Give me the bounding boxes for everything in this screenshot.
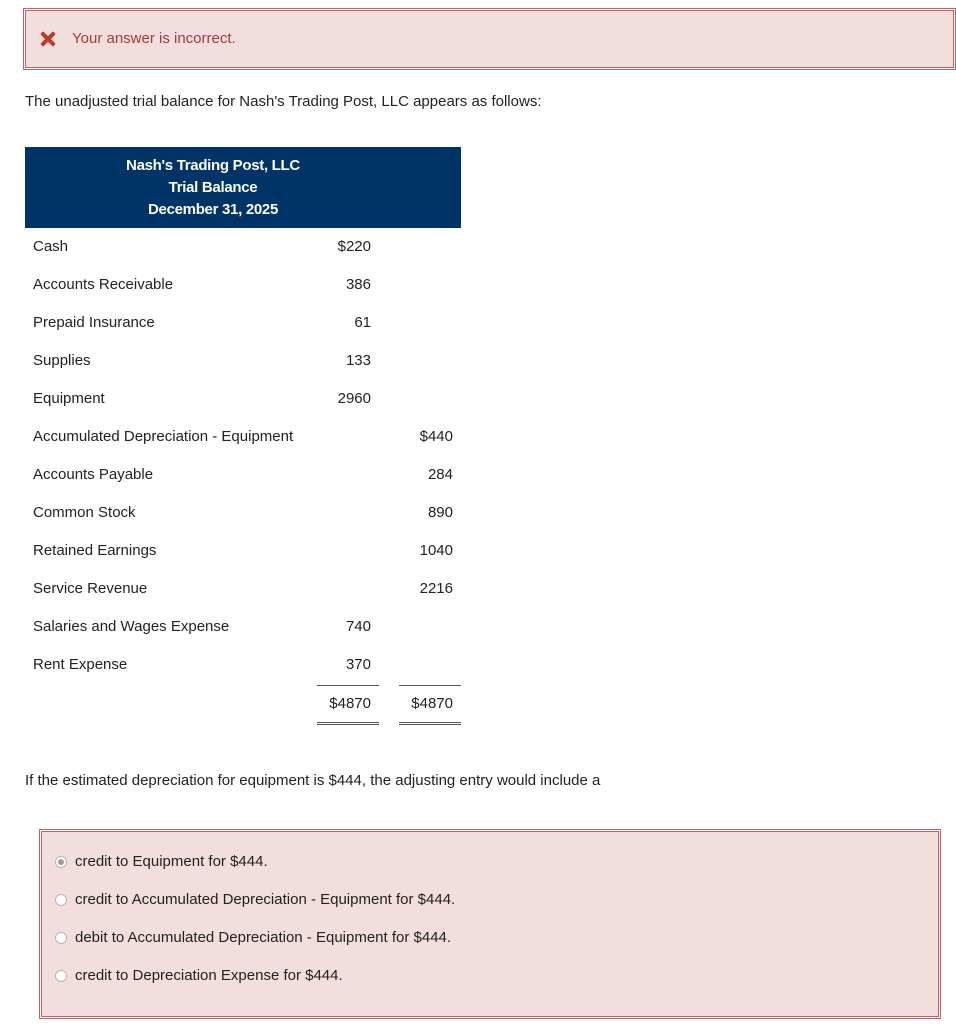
account-name: Accounts Payable (33, 466, 154, 483)
debit-amount: 370 (345, 656, 371, 673)
account-name: Accumulated Depreciation - Equipment (33, 428, 294, 445)
option-label: credit to Accumulated Depreciation - Equipment for $444. (75, 891, 456, 908)
company-name: Nash's Trading Post, LLC (126, 157, 300, 174)
alert-message: Your answer is incorrect. (72, 30, 236, 47)
table-row (33, 390, 463, 414)
debit-amount: $220 (337, 238, 371, 255)
total-credit: $4870 (411, 695, 453, 712)
statement-date: December 31, 2025 (148, 201, 278, 218)
option-credit-equipment[interactable] (55, 853, 268, 870)
account-name: Prepaid Insurance (33, 314, 155, 331)
radio-icon[interactable] (55, 970, 67, 982)
table-row (33, 504, 463, 528)
debit-amount: 61 (354, 314, 371, 331)
account-name: Common Stock (33, 504, 136, 521)
table-row (33, 352, 463, 376)
radio-icon[interactable] (55, 894, 67, 906)
total-debit: $4870 (329, 695, 371, 712)
account-name: Rent Expense (33, 656, 128, 673)
credit-amount: 1040 (419, 542, 453, 559)
table-row (33, 618, 463, 642)
totals-row (33, 695, 463, 719)
account-name: Cash (33, 238, 69, 255)
incorrect-answer-alert (25, 10, 954, 68)
debit-amount: 386 (345, 276, 371, 293)
account-name: Retained Earnings (33, 542, 157, 559)
credit-amount: 890 (427, 504, 453, 521)
table-row (33, 466, 463, 490)
intro-text: The unadjusted trial balance for Nash's Trading Post, LLC appears as follows: (25, 93, 542, 110)
credit-amount: 284 (427, 466, 453, 483)
close-x-icon (40, 31, 56, 47)
question-text: If the estimated depreciation for equipment is $444, the adjusting entry would include a (25, 772, 601, 789)
table-row (33, 542, 463, 566)
credit-amount: 2216 (419, 580, 453, 597)
debit-amount: 740 (345, 618, 371, 635)
debit-total-rule (317, 685, 379, 686)
debit-amount: 133 (345, 352, 371, 369)
option-label: credit to Depreciation Expense for $444. (75, 967, 343, 984)
answer-options (41, 831, 939, 1017)
option-debit-accum-depr[interactable] (55, 929, 451, 946)
option-label: debit to Accumulated Depreciation - Equipment for $444. (75, 929, 452, 946)
table-row (33, 238, 463, 262)
table-row (33, 428, 463, 452)
table-row (33, 580, 463, 604)
account-name: Accounts Receivable (33, 276, 174, 293)
radio-selected-icon[interactable] (55, 856, 67, 868)
option-credit-depr-expense[interactable] (55, 967, 343, 984)
credit-amount: $440 (419, 428, 453, 445)
account-name: Equipment (33, 390, 105, 407)
credit-double-rule (399, 722, 461, 725)
account-name: Service Revenue (33, 580, 148, 597)
account-name: Supplies (33, 352, 91, 369)
option-credit-accum-depr[interactable] (55, 891, 455, 908)
credit-total-rule (399, 685, 461, 686)
table-row (33, 314, 463, 338)
statement-name: Trial Balance (168, 179, 258, 196)
account-name: Salaries and Wages Expense (33, 618, 230, 635)
table-row (33, 276, 463, 300)
debit-amount: 2960 (337, 390, 371, 407)
table-row (33, 656, 463, 680)
option-label: credit to Equipment for $444. (75, 853, 268, 870)
radio-icon[interactable] (55, 932, 67, 944)
trial-balance-header (25, 147, 461, 228)
debit-double-rule (317, 722, 379, 725)
